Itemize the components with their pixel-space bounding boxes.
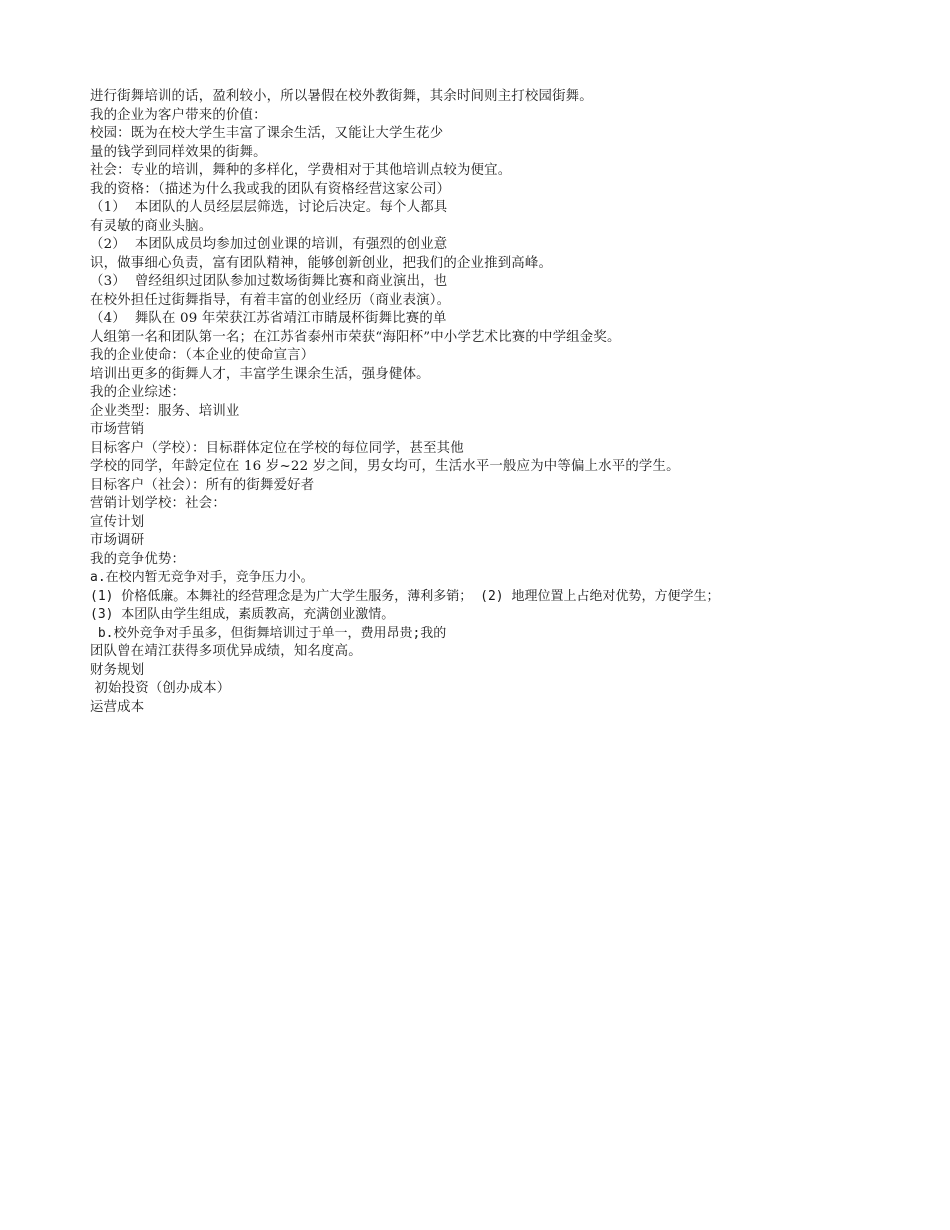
section-heading-qualifications: 我的资格：（描述为什么我或我的团队有资格经营这家公司） [90, 181, 451, 197]
list-item: （3） 曾经组织过团队参加过数场街舞比赛和商业演出，也 [90, 274, 448, 289]
text-line: 目标客户（社会）：所有的街舞爱好者 [90, 477, 315, 493]
section-heading-competitive-advantage: 我的竞争优势： [90, 551, 186, 567]
list-item: (3) 本团队由学生组成，素质教高，充满创业激情。 [90, 607, 395, 622]
text-line: 营销计划学校：社会： [90, 496, 226, 511]
text-line: 学校的同学，年龄定位在 16 岁~22 岁之间，男女均可，生活水平一般应为中等偏上水平的学生。 [90, 459, 680, 474]
text-line: 目标客户（学校）：目标群体定位在学校的每位同学，甚至其他 [90, 440, 464, 456]
list-item: （1） 本团队的人员经层层筛选，讨论后决定。每个人都具 [90, 200, 448, 215]
text-line: 社会：专业的培训，舞种的多样化，学费相对于其他培训点较为便宜。 [90, 163, 512, 178]
text-line: 人组第一名和团队第一名；在江苏省泰州市荣获“海阳杯”中小学艺术比赛的中学组金奖。 [90, 329, 621, 345]
list-item: b.校外竞争对手虽多，但街舞培训过于单一，费用昂贵;我的 [90, 625, 447, 641]
list-item: （2） 本团队成员均参加过创业课的培训，有强烈的创业意 [90, 237, 448, 252]
text-line: 校园：既为在校大学生丰富了课余生活，又能让大学生花少 [90, 126, 444, 141]
text-line: 宣传计划 [90, 514, 145, 530]
section-heading-overview: 我的企业综述： [90, 385, 186, 400]
text-line: 在校外担任过街舞指导，有着丰富的创业经历（商业表演）。 [90, 292, 451, 308]
text-line: 进行街舞培训的话，盈利较小，所以暑假在校外教街舞，其余时间则主打校园街舞。 [90, 89, 593, 104]
list-item: a.在校内暂无竞争对手，竞争压力小。 [90, 570, 314, 585]
text-line: 运营成本 [90, 699, 145, 715]
text-line: 识，做事细心负责，富有团队精神，能够创新创业，把我们的企业推到高峰。 [90, 255, 553, 271]
document-page [90, 88, 930, 717]
section-heading-finance: 财务规划 [90, 662, 145, 678]
list-item: (1) 价格低廉。本舞社的经营理念是为广大学生服务，薄利多销； (2) 地理位置上占绝对优势，方便学生； [90, 588, 720, 604]
text-line: 初始投资（创办成本） [90, 681, 231, 696]
text-line: 团队曾在靖江获得多项优异成绩，知名度高。 [90, 644, 362, 659]
text-line: 量的钱学到同样效果的街舞。 [90, 144, 267, 160]
section-heading-mission: 我的企业使命：（本企业的使命宣言） [90, 348, 315, 363]
text-line: 市场调研 [90, 533, 145, 548]
list-item: （4） 舞队在 09 年荣获江苏省靖江市睛晟杯街舞比赛的单 [90, 311, 447, 326]
text-line: 培训出更多的街舞人才，丰富学生课余生活，强身健体。 [90, 366, 430, 382]
text-line: 企业类型：服务、培训业 [90, 403, 240, 419]
section-heading-customer-value: 我的企业为客户带来的价值： [90, 107, 267, 123]
section-heading-marketing: 市场营销 [90, 422, 145, 437]
text-line: 有灵敏的商业头脑。 [90, 218, 213, 234]
